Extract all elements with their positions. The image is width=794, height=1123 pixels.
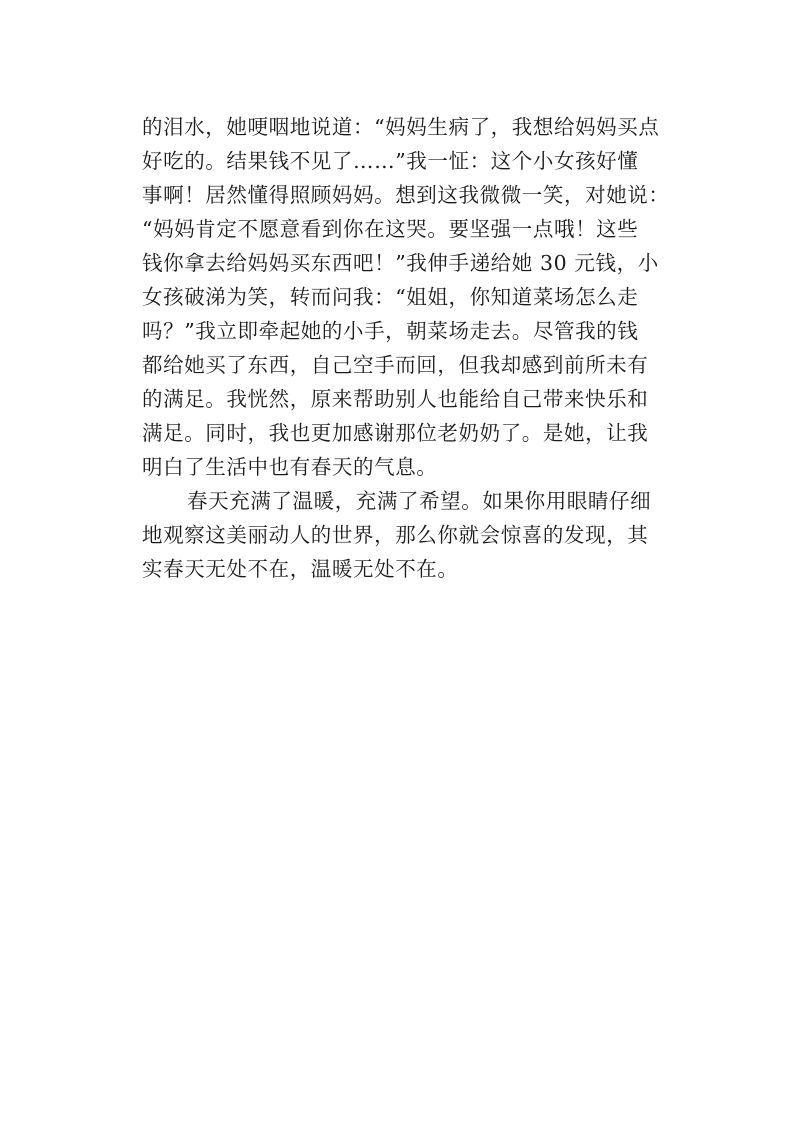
- text-line: 地观察这美丽动人的世界，那么你就会惊喜的发现，其: [142, 523, 649, 547]
- text-line: 女孩破涕为笑，转而问我：“姐姐，你知道菜场怎么走: [142, 285, 639, 309]
- text-line: 实春天无处不在，温暖无处不在。: [142, 557, 459, 581]
- text-line: 的泪水，她哽咽地说道：“妈妈生病了，我想给妈妈买点: [142, 115, 660, 139]
- text-line: “妈妈肯定不愿意看到你在这哭。要坚强一点哦！这些: [142, 217, 639, 241]
- text-line: 明白了生活中也有春天的气息。: [142, 455, 438, 479]
- text-line: 满足。同时，我也更加感谢那位老奶奶了。是她，让我: [142, 421, 649, 445]
- text-line: 吗？”我立即牵起她的小手，朝菜场走去。尽管我的钱: [142, 319, 639, 343]
- essay-text: [142, 110, 670, 586]
- text-line: 的满足。我恍然，原来帮助别人也能给自己带来快乐和: [142, 387, 649, 411]
- paragraph-first-line: 春天充满了温暖，充满了希望。如果你用眼睛仔细: [187, 489, 652, 513]
- text-line: 好吃的。结果钱不见了……”我一怔：这个小女孩好懂: [142, 149, 639, 173]
- text-line: 事啊！居然懂得照顾妈妈。想到这我微微一笑，对她说：: [142, 183, 670, 207]
- text-line: 钱你拿去给妈妈买东西吧！”我伸手递给她 30 元钱，小: [142, 251, 659, 275]
- text-line: 都给她买了东西，自己空手而回，但我却感到前所未有: [142, 353, 649, 377]
